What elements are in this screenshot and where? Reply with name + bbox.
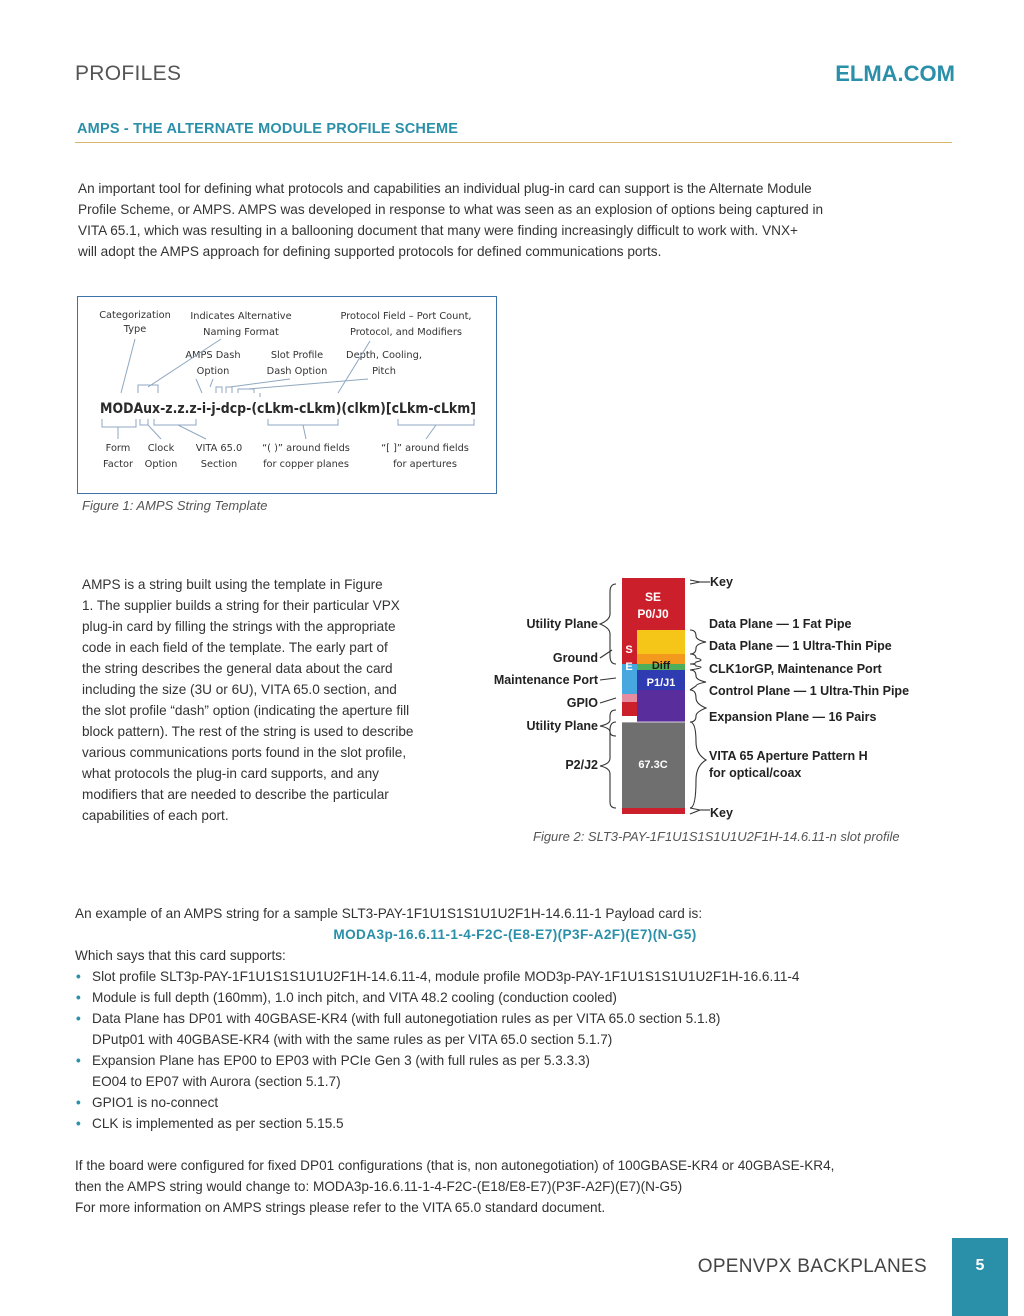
utility-plane-block (622, 702, 637, 716)
bullet-icon: • (76, 969, 81, 984)
control-plane-label: Control Plane — 1 Ultra-Thin Pipe (709, 684, 910, 698)
fig1-label: for apertures (393, 459, 457, 470)
section-header: PROFILES (75, 62, 182, 85)
section-title: AMPS - THE ALTERNATE MODULE PROFILE SCHEME (77, 121, 459, 137)
intro-line: An important tool for defining what protocols and capabilities an individual plug-in card can support is the Alternate Module (78, 181, 812, 196)
ground-label: Ground (552, 651, 598, 665)
fig1-label: Naming Format (203, 327, 279, 338)
example-says: Which says that this card supports: (75, 948, 286, 963)
data-plane-fat-block (637, 630, 685, 654)
bullet-icon: • (76, 1053, 81, 1068)
body-line: block pattern). The rest of the string is used to describe (82, 724, 414, 739)
page-number: 5 (975, 1257, 985, 1274)
body-line: plug-in card by filling the strings with the appropriate (82, 619, 396, 634)
slot-profile-diagram (478, 570, 948, 820)
body-line: including the size (3U or 6U), VITA 65.0 section, and (82, 682, 397, 697)
vita65-label: VITA 65 Aperture Pattern H (709, 749, 868, 763)
fig1-label: Categorization (99, 310, 171, 321)
list-item: • Module is full depth (160mm), 1.0 inch pitch, and VITA 48.2 cooling (conduction cooled) (75, 987, 955, 1008)
intro-paragraph (78, 178, 898, 262)
capability-list (75, 966, 955, 1134)
list-item: • Expansion Plane has EP00 to EP03 with PCIe Gen 3 (with full rules as per 5.3.3.3) (75, 1050, 955, 1071)
amps-description-paragraph (82, 574, 442, 826)
list-item: • CLK is implemented as per section 5.15.5 (75, 1113, 955, 1134)
list-item: • Slot profile SLT3p-PAY-1F1U1S1S1U1U2F1H-14.6.11-4, module profile MOD3p-PAY-1F1U1S1S1U1U2F1H-16.6.11-4 (75, 966, 955, 987)
body-line: modifiers that are needed to describe the particular (82, 787, 389, 802)
intro-line: Profile Scheme, or AMPS. AMPS was developed in response to what was seen as an explosion of options being captured in (78, 202, 824, 217)
data-plane-thin-label: Data Plane — 1 Ultra-Thin Pipe (709, 639, 892, 653)
fig1-label: Protocol Field – Port Count, (340, 311, 472, 322)
footer-title: OPENVPX BACKPLANES (697, 1256, 927, 1277)
utility-plane-label: Utility Plane (526, 617, 598, 631)
closing-line: If the board were configured for fixed DP01 configurations (that is, non autonegotiation) of 100GBASE-KR4 or 40GBASE-KR4, (75, 1158, 835, 1173)
body-line: code in each field of the template. The early part of (82, 640, 388, 655)
fig1-label: Form (105, 443, 131, 454)
maintenance-port-label: Maintenance Port (493, 673, 598, 687)
fig1-label: Pitch (372, 366, 396, 377)
gpio-block (622, 694, 637, 702)
body-line: what protocols the plug-in card supports, and any (82, 766, 379, 781)
closing-line: For more information on AMPS strings please refer to the VITA 65.0 standard document. (75, 1200, 606, 1215)
amps-template-diagram (78, 297, 496, 493)
data-plane-fat-label: Data Plane — 1 Fat Pipe (709, 617, 852, 631)
fig1-label: AMPS Dash (185, 350, 241, 361)
fig1-label: “[ ]” around fields (381, 443, 469, 454)
diff-label: Diff (651, 660, 671, 672)
fig1-label: Section (200, 459, 238, 470)
fig1-label: for copper planes (263, 459, 349, 470)
page-number-box (952, 1238, 1008, 1316)
p0j0-label: P0/J0 (637, 607, 669, 621)
body-line: 1. The supplier builds a string for their particular VPX (82, 598, 400, 613)
key-block-bottom (622, 808, 685, 814)
aperture-label: 67.3C (638, 759, 668, 771)
fig1-label: VITA 65.0 (195, 443, 243, 454)
se-label: SE (644, 590, 662, 604)
fig1-label: Indicates Alternative (190, 311, 292, 322)
fig1-label: Factor (103, 459, 133, 470)
bullet-icon: • (76, 1116, 81, 1131)
brand-link[interactable]: ELMA.COM (835, 61, 955, 86)
body-line: the slot profile “dash” option (indicating the aperture fill (82, 703, 410, 718)
example-intro: An example of an AMPS string for a sample SLT3-PAY-1F1U1S1S1U1U2F1H-14.6.11-1 Payload card is: (75, 906, 703, 921)
s-label: S (625, 644, 633, 656)
fig1-label: Option (144, 459, 178, 470)
figure1-caption: Figure 1: AMPS String Template (82, 498, 268, 513)
closing-line: then the AMPS string would change to: MODA3p-16.6.11-1-4-F2C-(E18/E8-E7)(P3F-A2F)(E7)(N-G5) (75, 1179, 683, 1194)
clk-label: CLK1orGP, Maintenance Port (709, 662, 882, 676)
body-line: the string describes the general data about the card (82, 661, 393, 676)
fig1-label: Type (123, 324, 147, 335)
list-item-continuation: EO04 to EP07 with Aurora (section 5.1.7) (92, 1074, 341, 1089)
bullet-icon: • (76, 1011, 81, 1026)
bullet-icon: • (76, 1095, 81, 1110)
vita65-label: for optical/coax (709, 766, 802, 780)
gpio-label: GPIO (566, 696, 598, 710)
fig1-label: Clock (147, 443, 175, 454)
fig1-label: Slot Profile (270, 350, 324, 361)
fig1-label: Protocol, and Modifiers (350, 327, 462, 338)
fig1-label: Option (196, 366, 230, 377)
fig1-label: Dash Option (266, 366, 328, 377)
fig1-label: Depth, Cooling, (346, 350, 422, 361)
amps-template-figure (77, 296, 497, 494)
utility-plane-label: Utility Plane (526, 719, 598, 733)
expansion-plane-block (637, 690, 685, 722)
list-item: • Data Plane has DP01 with 40GBASE-KR4 (with full autonegotiation rules as per VITA 65.0 section 5.1.8) (75, 1008, 955, 1029)
key-block-top (622, 578, 685, 584)
expansion-plane-label: Expansion Plane — 16 Pairs (709, 710, 877, 724)
body-line: capabilities of each port. (82, 808, 229, 823)
bullet-icon: • (76, 990, 81, 1005)
amps-example-section (75, 903, 955, 1218)
e-label: E (625, 661, 633, 673)
body-line: various communications ports found in the slot profile, (82, 745, 407, 760)
amps-template-string: MODAux-z.z.z-i-j-dcp-(cLkm-cLkm)(clkm)[cLkm-cLkm] (100, 401, 476, 417)
intro-line: VITA 65.1, which was resulting in a ballooning document that many were finding increasingly difficult to work with. VNX+ (78, 223, 798, 238)
key-top-label: Key (710, 575, 733, 589)
section-divider (75, 142, 952, 143)
key-bottom-label: Key (710, 806, 733, 820)
intro-line: will adopt the AMPS approach for defining supported protocols for defined communications ports. (78, 244, 662, 259)
p2j2-label: P2/J2 (565, 758, 598, 772)
p1j1-label: P1/J1 (646, 677, 676, 689)
example-amps-string: MODA3p-16.6.11-1-4-F2C-(E8-E7)(P3F-A2F)(E7)(N-G5) (333, 927, 697, 942)
fig1-label: “( )” around fields (262, 443, 350, 454)
body-line: AMPS is a string built using the template in Figure (82, 577, 383, 592)
list-item-continuation: DPutp01 with 40GBASE-KR4 (with with the same rules as per VITA 65.0 section 5.1.7) (92, 1032, 613, 1047)
figure2-caption: Figure 2: SLT3-PAY-1F1U1S1S1U1U2F1H-14.6.11-n slot profile (533, 829, 900, 844)
list-item: • GPIO1 is no-connect (75, 1092, 955, 1113)
